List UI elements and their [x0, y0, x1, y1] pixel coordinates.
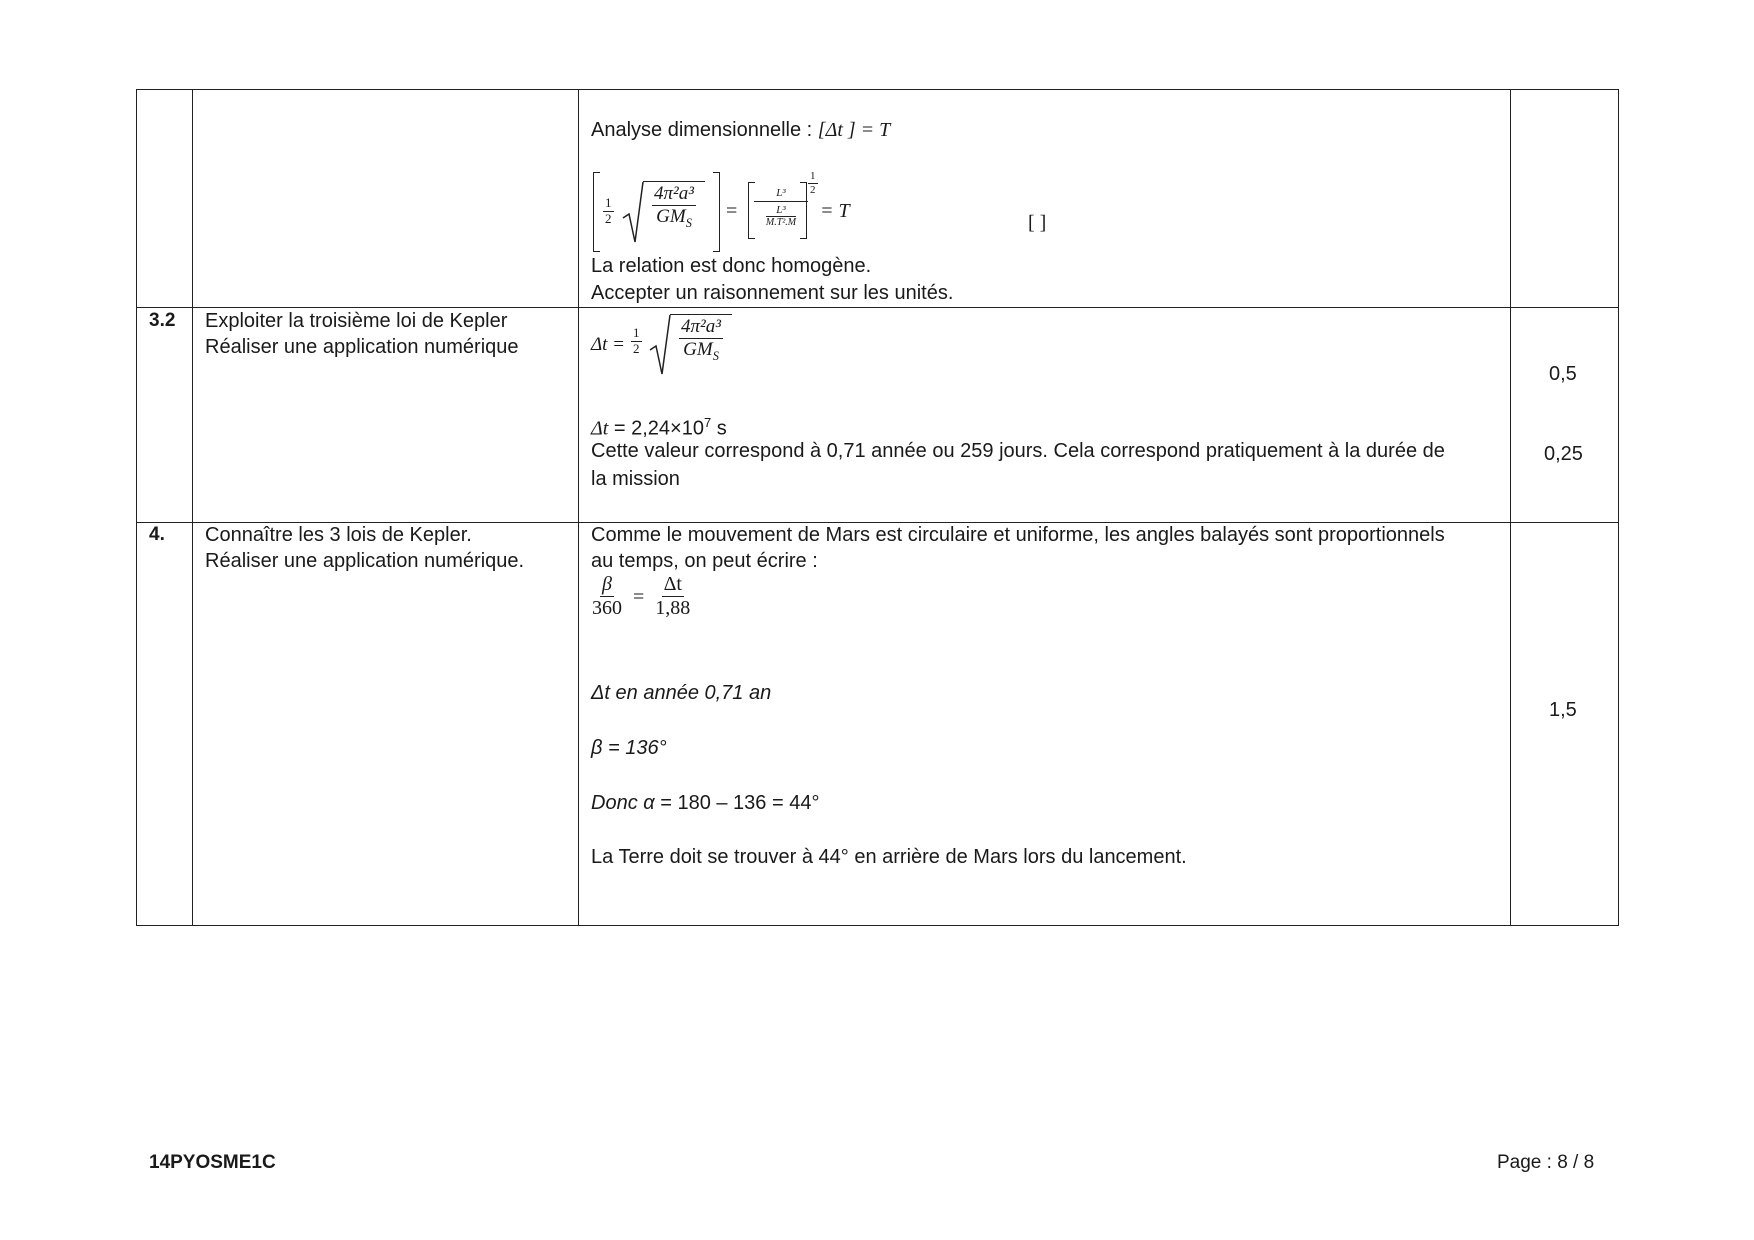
points-value: 0,5 — [1549, 363, 1577, 385]
explanation-text: au temps, on peut écrire : — [591, 550, 818, 572]
interpretation-text: la mission — [591, 468, 680, 490]
equals-sign: = — [726, 200, 738, 222]
correction-table — [136, 89, 1619, 926]
result-T: = T — [820, 200, 850, 222]
alpha-text: Donc α = 180 – 136 = 44° — [591, 792, 820, 814]
competence-text: Exploiter la troisième loi de Kepler — [205, 310, 508, 332]
competence-text: Réaliser une application numérique — [205, 336, 519, 358]
units-fraction: L³ $\frac{\text{L³}}{\text{M.T².M}}$ — [754, 187, 808, 229]
homogeneity-text: La relation est donc homogène. — [591, 255, 872, 277]
units-reasoning-text: Accepter un raisonnement sur les unités. — [591, 282, 954, 304]
page-number: Page : 8 / 8 — [1497, 1152, 1595, 1173]
column-divider — [1510, 90, 1511, 925]
points-value: 1,5 — [1549, 699, 1577, 721]
competence-text: Connaître les 3 lois de Kepler. — [205, 524, 472, 546]
numeric-result: $\Delta t = 2,24\times 10^7$ s — [591, 415, 727, 440]
column-divider — [192, 90, 193, 925]
question-number: 4. — [149, 524, 165, 545]
interpretation-text: Cette valeur correspond à 0,71 année ou 259 jours. Cela correspond pratiquement à la durée de — [591, 440, 1445, 462]
delta-year-text: Δt en année 0,71 an — [591, 682, 772, 704]
competence-text: Réaliser une application numérique. — [205, 550, 525, 572]
beta-text: β = 136° — [591, 737, 667, 759]
document-code: 14PYOSME1C — [149, 1152, 276, 1173]
points-value: 0,25 — [1544, 443, 1583, 465]
column-divider — [578, 90, 579, 925]
proportion-equation: $\frac{\beta}{360}$ = $\frac{\Delta t}{1,88}$ — [592, 573, 691, 619]
half-fraction: $\frac{1}{2}$ — [605, 195, 612, 226]
empty-bracket: [ ] — [1028, 212, 1047, 234]
conclusion-text: La Terre doit se trouver à 44° en arrière de Mars lors du lancement. — [591, 846, 1187, 868]
question-number: 3.2 — [149, 310, 176, 331]
dimensional-analysis-line: Analyse dimensionnelle : [Δt ] = T — [591, 119, 891, 141]
explanation-text: Comme le mouvement de Mars est circulaire et uniforme, les angles balayés sont proportionnels — [591, 524, 1445, 546]
half-exponent: $\frac{1}{2}$ — [810, 170, 816, 196]
